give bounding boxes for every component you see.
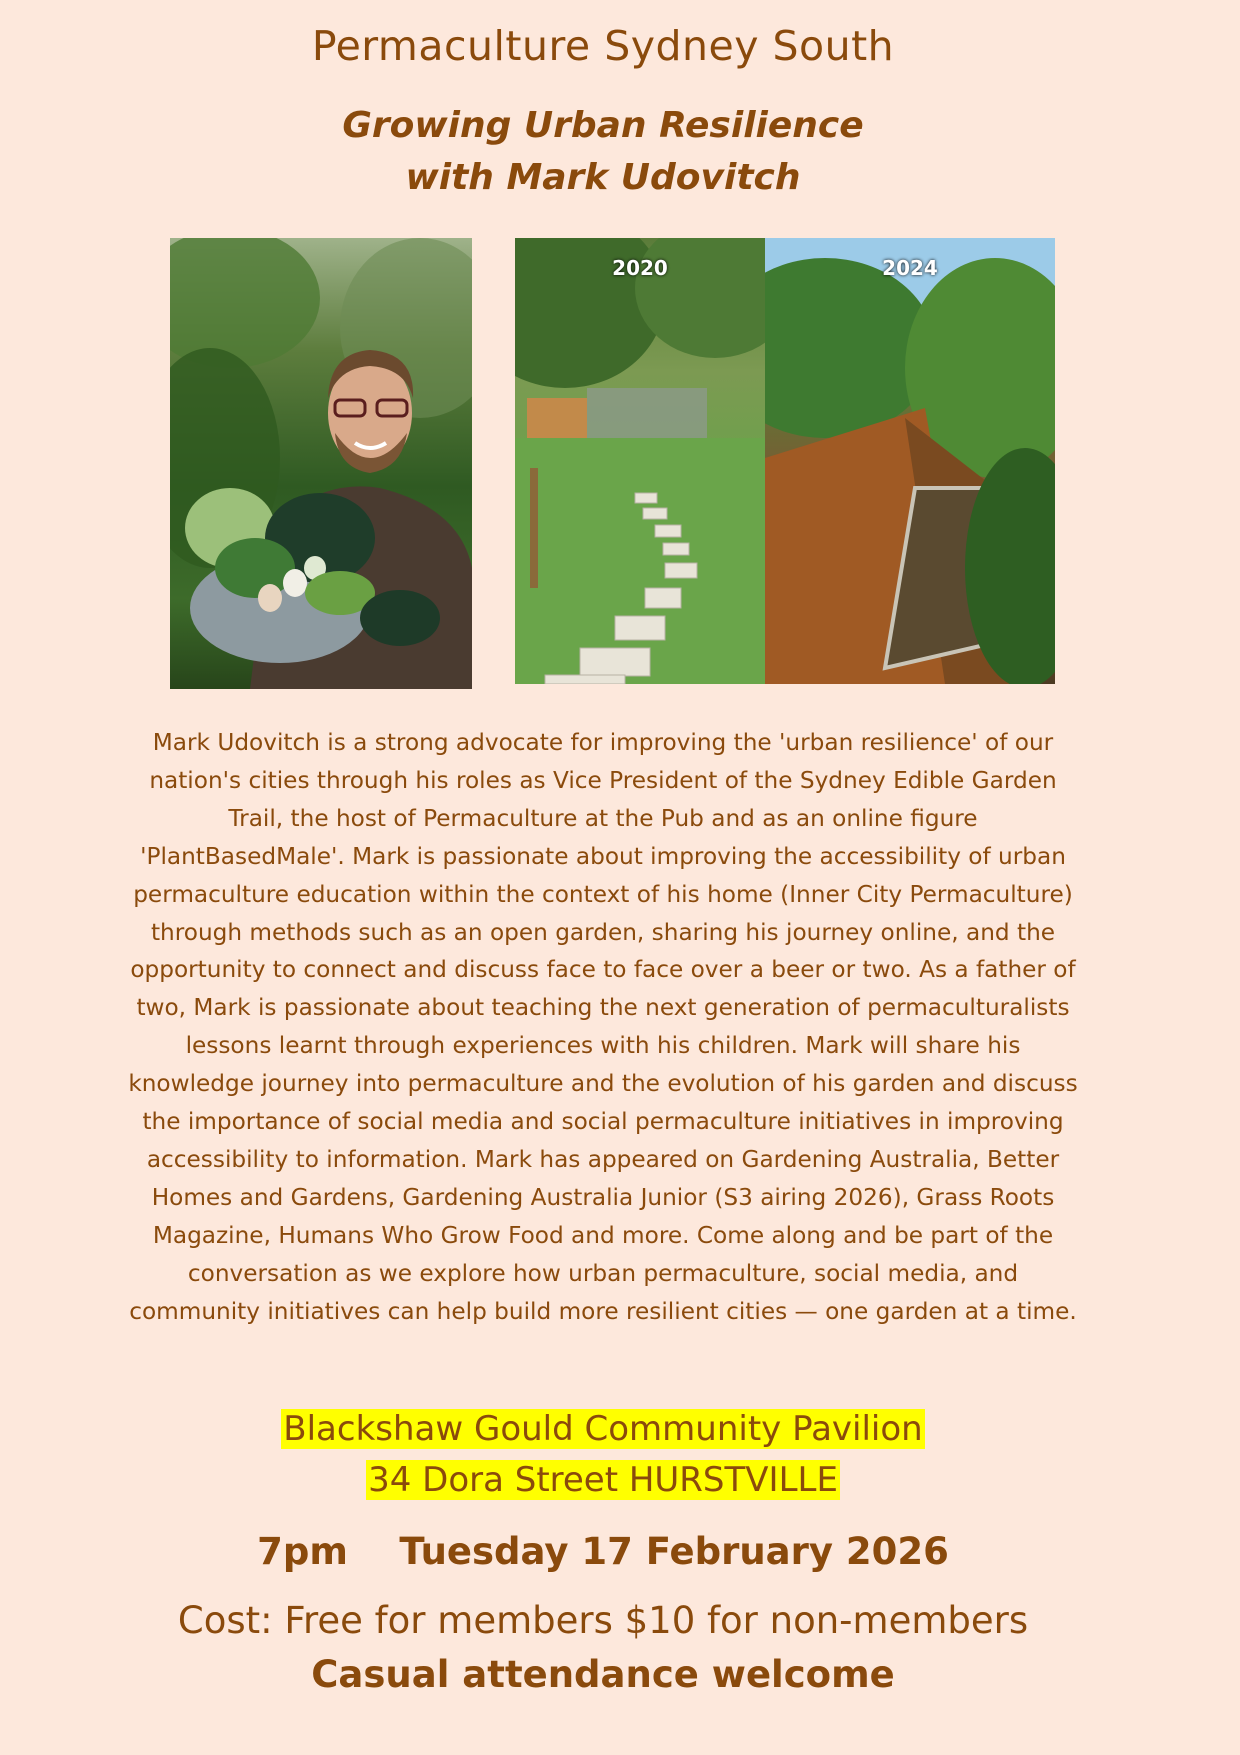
before-year-label: 2020 xyxy=(612,256,668,280)
event-cost: Cost: Free for members $10 for non-members xyxy=(177,1599,1029,1642)
venue-name: Blackshaw Gould Community Pavilion xyxy=(283,1409,923,1449)
venue-address: 34 Dora Street HURSTVILLE xyxy=(368,1460,838,1500)
garden-after-photo xyxy=(765,238,1055,684)
talk-title-line-2: with Mark Udovitch xyxy=(405,157,801,198)
event-datetime xyxy=(0,1525,1206,1579)
talk-title-line-1: Growing Urban Resilience xyxy=(342,105,864,146)
event-time: 7pm xyxy=(257,1530,348,1573)
event-date: Tuesday 17 February 2026 xyxy=(399,1530,949,1573)
speaker-bio: Mark Udovitch is a strong advocate for improving the 'urban resilience' of our nation's cities through his roles as Vice President of the Sydney Edible Garden Trail, the host of Permaculture at the Pub and as an online figure 'PlantBasedMale'. Mark is passionate about improving the accessibility of urban permaculture education within the context of his home (Inner City Permaculture) through methods such as an open garden, sharing his journey online, and the opportunity to connect and discuss face to face over a beer or two. As a father of two, Mark is passionate about teaching the next generation of permaculturalists lessons learnt through experiences with his children. Mark will share his knowledge journey into permaculture and the evolution of his garden and discuss the importance of social media and social permaculture initiatives in improving accessibility to information. Mark has appeared on Gardening Australia, Better Homes and Gardens, Gardening Australia Junior (S3 airing 2026), Grass Roots Magazine, Humans Who Grow Food and more. Come along and be part of the conversation as we explore how urban permaculture, social media, and community initiatives can help build more resilient cities — one garden at a time. xyxy=(128,729,1078,1325)
talk-title xyxy=(0,100,1206,204)
organization-title: Permaculture Sydney South xyxy=(311,22,895,70)
after-year-label: 2024 xyxy=(882,256,938,280)
casual-attendance-note: Casual attendance welcome xyxy=(311,1653,895,1696)
venue-block xyxy=(0,1404,1206,1506)
garden-before-photo xyxy=(515,238,765,684)
speaker-portrait-photo xyxy=(170,238,472,689)
